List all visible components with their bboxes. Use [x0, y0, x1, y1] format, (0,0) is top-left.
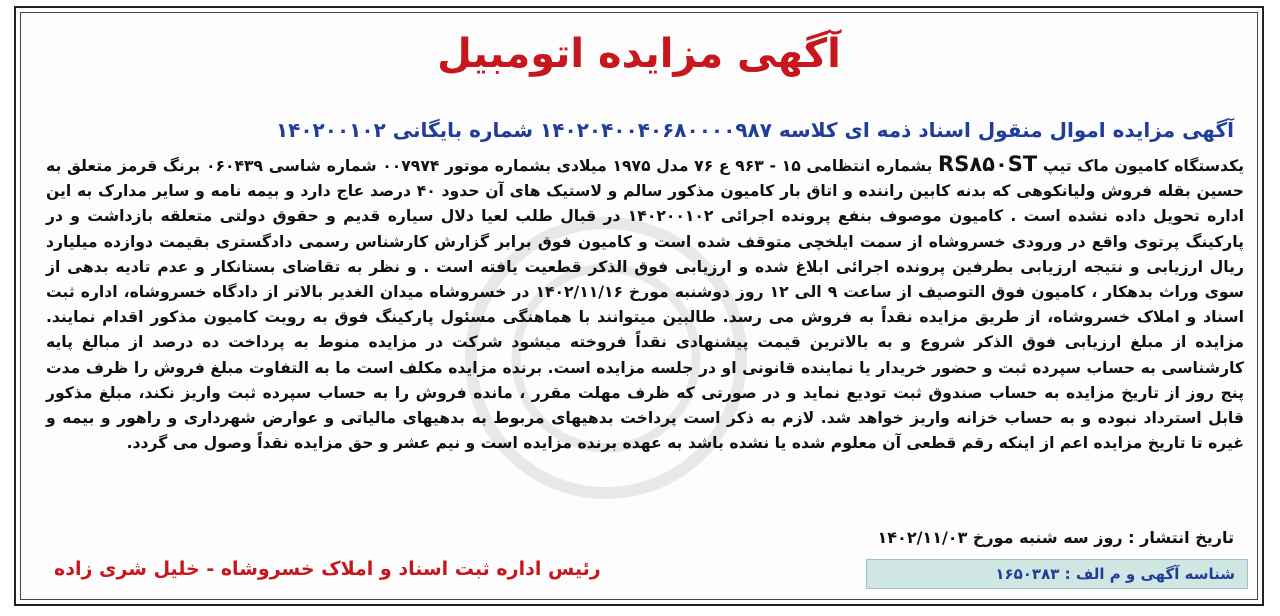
body-intro: یکدستگاه کامیون ماک تیپ — [1037, 157, 1244, 175]
body-details: بشماره انتظامی ۱۵ - ۹۶۳ ع ۷۶ مدل ۱۹۷۵ میلادی بشماره موتور ۰۰۷۹۷۴ شماره شاسی ۰۶۰۴۳۹ برنگ قرمز متعلق به حسین بقله فروش ولیانکوهی که بدنه کابین راننده و اتاق بار کامیون مذکور سالم و لاستیک های آن حدود ۴۰ درصد عاج دارد و بیمه نامه و سایر مدارک به این اداره تحویل داده نشده است . کامیون موصوف بنفع پرونده اجرائی ۱۴۰۲۰۰۱۰۲ در قبال طلب لعیا دلال سیاره قدیم و حقوق دولتی متعلقه بازداشت و در پارکینگ پرتوی واقع در ورودی خسروشاه از سمت ایلخچی متوقف شده است و کامیون فوق برابر گزارش کارشناس رسمی دادگستری بقیمت دوازده میلیارد ریال ارزیابی و نتیجه ارزیابی بطرفین پرونده اجرائی ابلاغ شده و ارزیابی فوق الذکر قطعیت یافته است . و نظر به تقاضای بستانکار و عدم تادیه بدهی از سوی وراث بدهکار ، کامیون فوق التوصیف از ساعت ۹ الی ۱۲ روز دوشنبه مورخ ۱۴۰۲/۱۱/۱۶ در خسروشاه میدان الغدیر بالاتر از دادگاه خسروشاه، اداره ثبت اسناد و املاک خسروشاه، از طریق مزایده نقداً به فروش می رسد. طالبین میتوانند با هماهنگی مسئول پارکینگ فوق به رویت کامیون مذکور اقدام نمایند. مزایده از مبلغ ارزیابی فوق الذکر شروع و به بالاترین قیمت پیشنهادی نقداً فروخته میشود شرکت در مزایده منوط به پرداخت ده درصد از مبالغ پایه کارشناسی به حساب سپرده ثبت و حضور خریدار یا نماینده قانونی او در جلسه مزایده است. برنده مزایده مکلف است ما به التفاوت مبلغ فروش را ظرف مدت پنج روز از تاریخ مزایده به حساب صندوق ثبت تودیع نماید و در صورتی که ظرف مهلت مقرر ، مانده فروش را به حساب سپرده ثبت واریز نکند، مبلغ مذکور قابل استرداد نبوده و به حساب خزانه واریز خواهد شد. لازم به ذکر است پرداخت بدهیهای مربوط به بدهیهای مالیاتی و عوارض شهرداری و راهور و بیمه و غیره تا تاریخ مزایده اعم از اینکه رقم قطعی آن معلوم شده یا نشده باشد به عهده برنده مزایده است و نیم عشر و حق مزایده نقداً وصول می گردد. — [46, 157, 1244, 453]
notice-subtitle: آگهی مزایده اموال منقول اسناد ذمه ای کلاسه ۱۴۰۲۰۴۰۰۴۰۶۸۰۰۰۰۹۸۷ شماره بایگانی ۱۴۰۲۰۰۱۰۲ — [275, 118, 1234, 142]
notice-title: آگهی مزایده اتومبیل — [437, 31, 841, 77]
notice-frame — [14, 6, 1264, 606]
notice-body — [46, 152, 1244, 456]
truck-model: RS۸۵۰ST — [938, 152, 1038, 176]
ad-id-box: شناسه آگهی و م الف : ۱۶۵۰۳۸۳ — [866, 559, 1248, 589]
publish-date: تاریخ انتشار : روز سه شنبه مورخ ۱۴۰۲/۱۱/۰۳ — [877, 528, 1234, 547]
signature-line: رئیس اداره ثبت اسناد و املاک خسروشاه - خلیل شری زاده — [54, 558, 601, 580]
